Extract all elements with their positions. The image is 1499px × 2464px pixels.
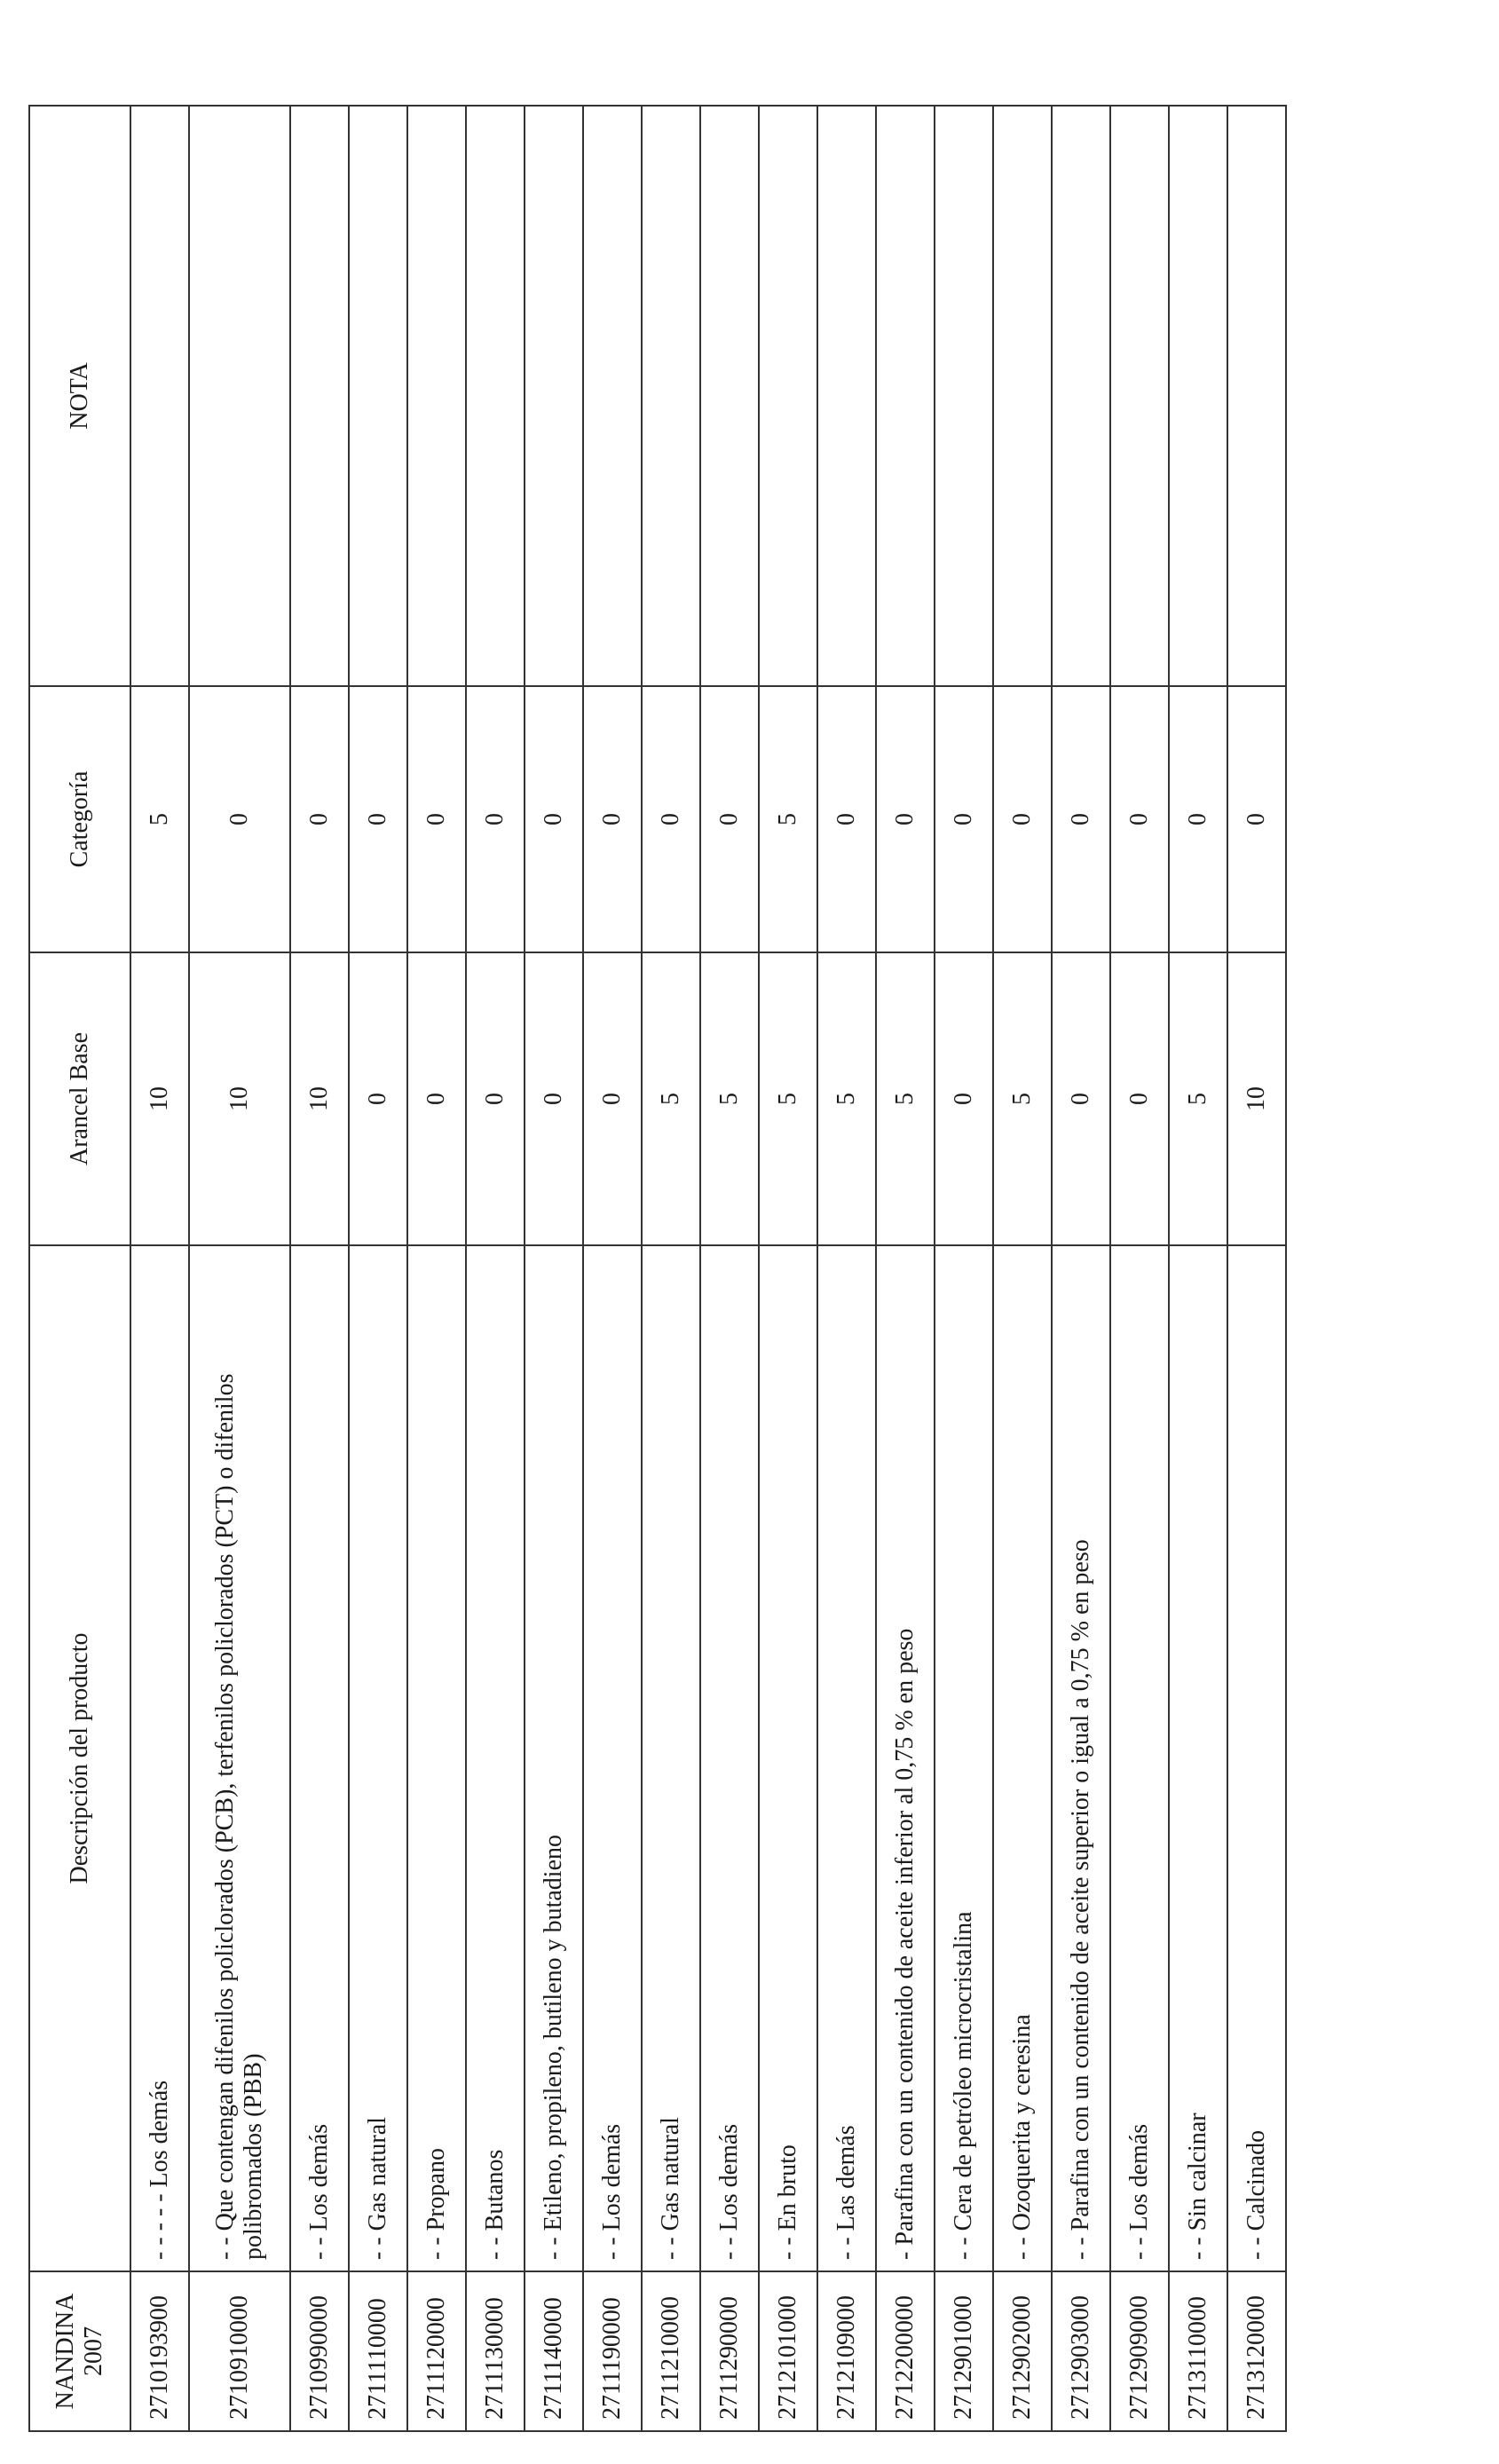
table-row xyxy=(700,106,759,2431)
cell-categoria: 0 xyxy=(1169,686,1227,952)
header-arancel: Arancel Base xyxy=(29,952,130,1245)
cell-code: 2712902000 xyxy=(993,2271,1052,2431)
table-row xyxy=(189,106,290,2431)
cell-arancel: 10 xyxy=(130,952,189,1245)
cell-code: 2711190000 xyxy=(583,2271,642,2431)
cell-code: 2710990000 xyxy=(290,2271,349,2431)
cell-categoria: 0 xyxy=(1110,686,1169,952)
cell-arancel: 0 xyxy=(1110,952,1169,1245)
cell-categoria: 0 xyxy=(349,686,407,952)
cell-description: - - Etileno, propileno, butileno y butadieno xyxy=(525,1245,583,2271)
cell-arancel: 5 xyxy=(759,952,817,1245)
cell-code: 2712109000 xyxy=(817,2271,876,2431)
cell-arancel: 0 xyxy=(349,952,407,1245)
cell-description: - - Los demás xyxy=(700,1245,759,2271)
cell-arancel: 5 xyxy=(817,952,876,1245)
table-row xyxy=(759,106,817,2431)
cell-description: - - Sin calcinar xyxy=(1169,1245,1227,2271)
cell-description: - - Ozoquerita y ceresina xyxy=(993,1245,1052,2271)
cell-arancel: 10 xyxy=(189,952,290,1245)
table-row xyxy=(935,106,993,2431)
cell-description: - - Que contengan difenilos policlorados (PCB), terfenilos policlorados (PCT) o difenilos polibromados (PBB) xyxy=(189,1245,290,2271)
cell-nota xyxy=(1110,106,1169,686)
cell-code: 2713120000 xyxy=(1227,2271,1286,2431)
cell-code: 2713110000 xyxy=(1169,2271,1227,2431)
cell-categoria: 0 xyxy=(525,686,583,952)
cell-categoria: 0 xyxy=(993,686,1052,952)
cell-code: 2711290000 xyxy=(700,2271,759,2431)
cell-nota xyxy=(407,106,466,686)
cell-categoria: 0 xyxy=(700,686,759,952)
cell-code: 2711140000 xyxy=(525,2271,583,2431)
cell-code: 2712903000 xyxy=(1052,2271,1110,2431)
header-nota: NOTA xyxy=(29,106,130,686)
cell-nota xyxy=(1227,106,1286,686)
table-row xyxy=(130,106,189,2431)
table-body xyxy=(130,106,1286,2431)
cell-nota xyxy=(1052,106,1110,686)
rotated-page xyxy=(28,107,1270,2432)
cell-description: - - En bruto xyxy=(759,1245,817,2271)
cell-description: - - Propano xyxy=(407,1245,466,2271)
cell-arancel: 5 xyxy=(700,952,759,1245)
cell-code: 2712101000 xyxy=(759,2271,817,2431)
cell-nota xyxy=(993,106,1052,686)
cell-categoria: 0 xyxy=(935,686,993,952)
cell-description: - - Cera de petróleo microcristalina xyxy=(935,1245,993,2271)
cell-description: - - Gas natural xyxy=(642,1245,700,2271)
cell-categoria: 0 xyxy=(876,686,935,952)
cell-nota xyxy=(700,106,759,686)
table-row xyxy=(1052,106,1110,2431)
cell-description: - - Butanos xyxy=(466,1245,525,2271)
cell-nota xyxy=(817,106,876,686)
cell-categoria: 0 xyxy=(642,686,700,952)
table-row xyxy=(349,106,407,2431)
cell-arancel: 5 xyxy=(993,952,1052,1245)
cell-description: - - Los demás xyxy=(583,1245,642,2271)
table-row xyxy=(876,106,935,2431)
cell-code: 2711110000 xyxy=(349,2271,407,2431)
cell-code: 2712901000 xyxy=(935,2271,993,2431)
cell-categoria: 0 xyxy=(583,686,642,952)
cell-arancel: 0 xyxy=(525,952,583,1245)
table-row xyxy=(290,106,349,2431)
cell-categoria: 0 xyxy=(1052,686,1110,952)
table-row xyxy=(525,106,583,2431)
cell-description: - - Los demás xyxy=(290,1245,349,2271)
cell-arancel: 10 xyxy=(1227,952,1286,1245)
cell-nota xyxy=(935,106,993,686)
cell-arancel: 0 xyxy=(935,952,993,1245)
cell-nota xyxy=(583,106,642,686)
table-row xyxy=(1227,106,1286,2431)
table-row xyxy=(583,106,642,2431)
cell-nota xyxy=(130,106,189,686)
cell-nota xyxy=(349,106,407,686)
cell-description: - - - - - Los demás xyxy=(130,1245,189,2271)
table-row xyxy=(466,106,525,2431)
cell-nota xyxy=(189,106,290,686)
cell-code: 2711130000 xyxy=(466,2271,525,2431)
tariff-table xyxy=(28,105,1287,2432)
cell-categoria: 5 xyxy=(130,686,189,952)
cell-categoria: 0 xyxy=(189,686,290,952)
cell-description: - - Calcinado xyxy=(1227,1245,1286,2271)
cell-categoria: 0 xyxy=(817,686,876,952)
cell-description: - Parafina con un contenido de aceite inferior al 0,75 % en peso xyxy=(876,1245,935,2271)
cell-nota xyxy=(1169,106,1227,686)
cell-arancel: 5 xyxy=(642,952,700,1245)
cell-categoria: 0 xyxy=(407,686,466,952)
cell-code: 2710910000 xyxy=(189,2271,290,2431)
cell-arancel: 10 xyxy=(290,952,349,1245)
cell-arancel: 5 xyxy=(1169,952,1227,1245)
cell-code: 2710193900 xyxy=(130,2271,189,2431)
cell-code: 2712909000 xyxy=(1110,2271,1169,2431)
cell-nota xyxy=(876,106,935,686)
cell-arancel: 5 xyxy=(876,952,935,1245)
cell-arancel: 0 xyxy=(1052,952,1110,1245)
table-row xyxy=(993,106,1052,2431)
header-categoria: Categoría xyxy=(29,686,130,952)
header-code: NANDINA 2007 xyxy=(29,2271,130,2431)
cell-code: 2712200000 xyxy=(876,2271,935,2431)
cell-nota xyxy=(466,106,525,686)
cell-code: 2711120000 xyxy=(407,2271,466,2431)
cell-nota xyxy=(525,106,583,686)
table-row xyxy=(1169,106,1227,2431)
table-row xyxy=(817,106,876,2431)
cell-categoria: 0 xyxy=(1227,686,1286,952)
table-row xyxy=(1110,106,1169,2431)
cell-categoria: 5 xyxy=(759,686,817,952)
cell-nota xyxy=(642,106,700,686)
cell-nota xyxy=(759,106,817,686)
header-description: Descripción del producto xyxy=(29,1245,130,2271)
cell-arancel: 0 xyxy=(466,952,525,1245)
cell-description: - - Los demás xyxy=(1110,1245,1169,2271)
cell-description: - - Parafina con un contenido de aceite superior o igual a 0,75 % en peso xyxy=(1052,1245,1110,2271)
cell-description: - - Gas natural xyxy=(349,1245,407,2271)
table-row xyxy=(642,106,700,2431)
cell-nota xyxy=(290,106,349,686)
cell-description: - - Las demás xyxy=(817,1245,876,2271)
cell-arancel: 0 xyxy=(583,952,642,1245)
header-row xyxy=(29,106,130,2431)
cell-categoria: 0 xyxy=(466,686,525,952)
cell-categoria: 0 xyxy=(290,686,349,952)
table-row xyxy=(407,106,466,2431)
cell-code: 2711210000 xyxy=(642,2271,700,2431)
cell-arancel: 0 xyxy=(407,952,466,1245)
